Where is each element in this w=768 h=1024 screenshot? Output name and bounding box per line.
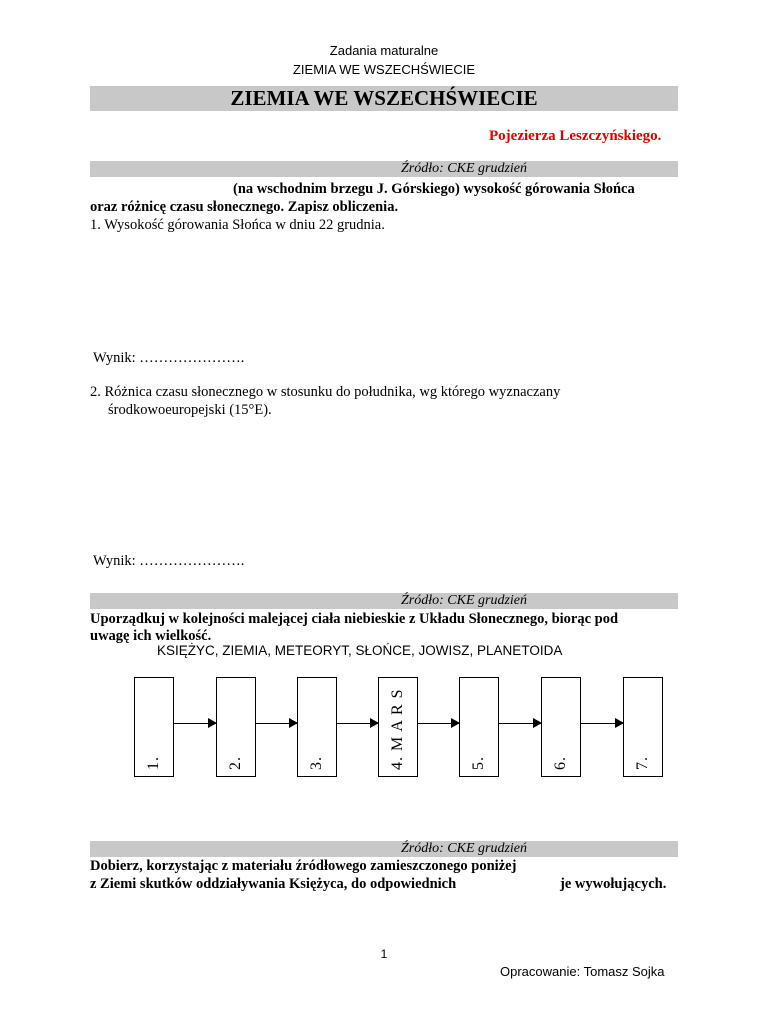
order-box-4[interactable] (378, 677, 418, 777)
source-label: Źródło: CKE grudzień (401, 841, 528, 856)
task1-intro-line1: (na wschodnim brzegu J. Górskiego) wysokość górowania Słońca (233, 181, 635, 197)
task3-line2-start: z Ziemi skutków oddziaływania Księżyca, do odpowiednich (90, 876, 457, 892)
order-box-label: 6. (552, 756, 569, 770)
arrow-icon (418, 723, 459, 724)
order-box-label: 7. (634, 756, 651, 770)
order-box-2[interactable] (216, 677, 256, 777)
celestial-bodies-list: KSIĘŻYC, ZIEMIA, METEORYT, SŁOŃCE, JOWISZ, PLANETOIDA (157, 643, 563, 658)
header-title: ZIEMIA WE WSZECHŚWIECIE (292, 62, 475, 77)
header-subtitle: Zadania maturalne (329, 43, 439, 58)
task1-question-2-line2: środkowoeuropejski (15°E). (108, 402, 272, 418)
order-box-5[interactable] (459, 677, 499, 777)
order-box-6[interactable] (541, 677, 581, 777)
page-title: ZIEMIA WE WSZECHŚWIECIE (90, 86, 678, 111)
arrow-icon (256, 723, 297, 724)
page-number: 1 (380, 947, 388, 961)
order-box-7[interactable] (623, 677, 663, 777)
task1-question-2-line1: 2. Różnica czasu słonecznego w stosunku do południka, wg którego wyznaczany (90, 384, 561, 400)
arrow-icon (337, 723, 378, 724)
source-bar-3 (90, 841, 678, 857)
task3-line2-end: je wywołujących. (560, 876, 667, 892)
source-bar-2 (90, 593, 678, 609)
task2-instruction-line2: uwagę ich wielkość. (90, 628, 212, 644)
order-box-label: 5. (470, 756, 487, 770)
arrow-icon (581, 723, 623, 724)
task3-line1: Dobierz, korzystając z materiału źródłowego zamieszczonego poniżej (90, 858, 517, 874)
order-box-label: 1. (145, 756, 162, 770)
order-box-3[interactable] (297, 677, 337, 777)
order-box-label: 2. (227, 756, 244, 770)
region-name: Pojezierza Leszczyńskiego. (489, 128, 662, 144)
source-label: Źródło: CKE grudzień (401, 593, 528, 608)
task1-result-2: Wynik: …………………. (93, 553, 245, 569)
task1-result-1: Wynik: …………………. (93, 350, 245, 366)
order-box-label: 4. M A R S (389, 688, 406, 770)
arrow-icon (174, 723, 216, 724)
order-box-1[interactable] (134, 677, 174, 777)
source-label: Źródło: CKE grudzień (401, 161, 528, 176)
source-bar-1 (90, 161, 678, 177)
task2-instruction-line1: Uporządkuj w kolejności malejącej ciała niebieskie z Układu Słonecznego, biorąc pod (90, 611, 619, 627)
task1-intro-line2: oraz różnicę czasu słonecznego. Zapisz obliczenia. (90, 199, 399, 215)
footer-author: Opracowanie: Tomasz Sojka (500, 964, 665, 979)
arrow-icon (499, 723, 541, 724)
task1-question-1: 1. Wysokość górowania Słońca w dniu 22 grudnia. (90, 217, 385, 233)
order-box-label: 3. (308, 756, 325, 770)
